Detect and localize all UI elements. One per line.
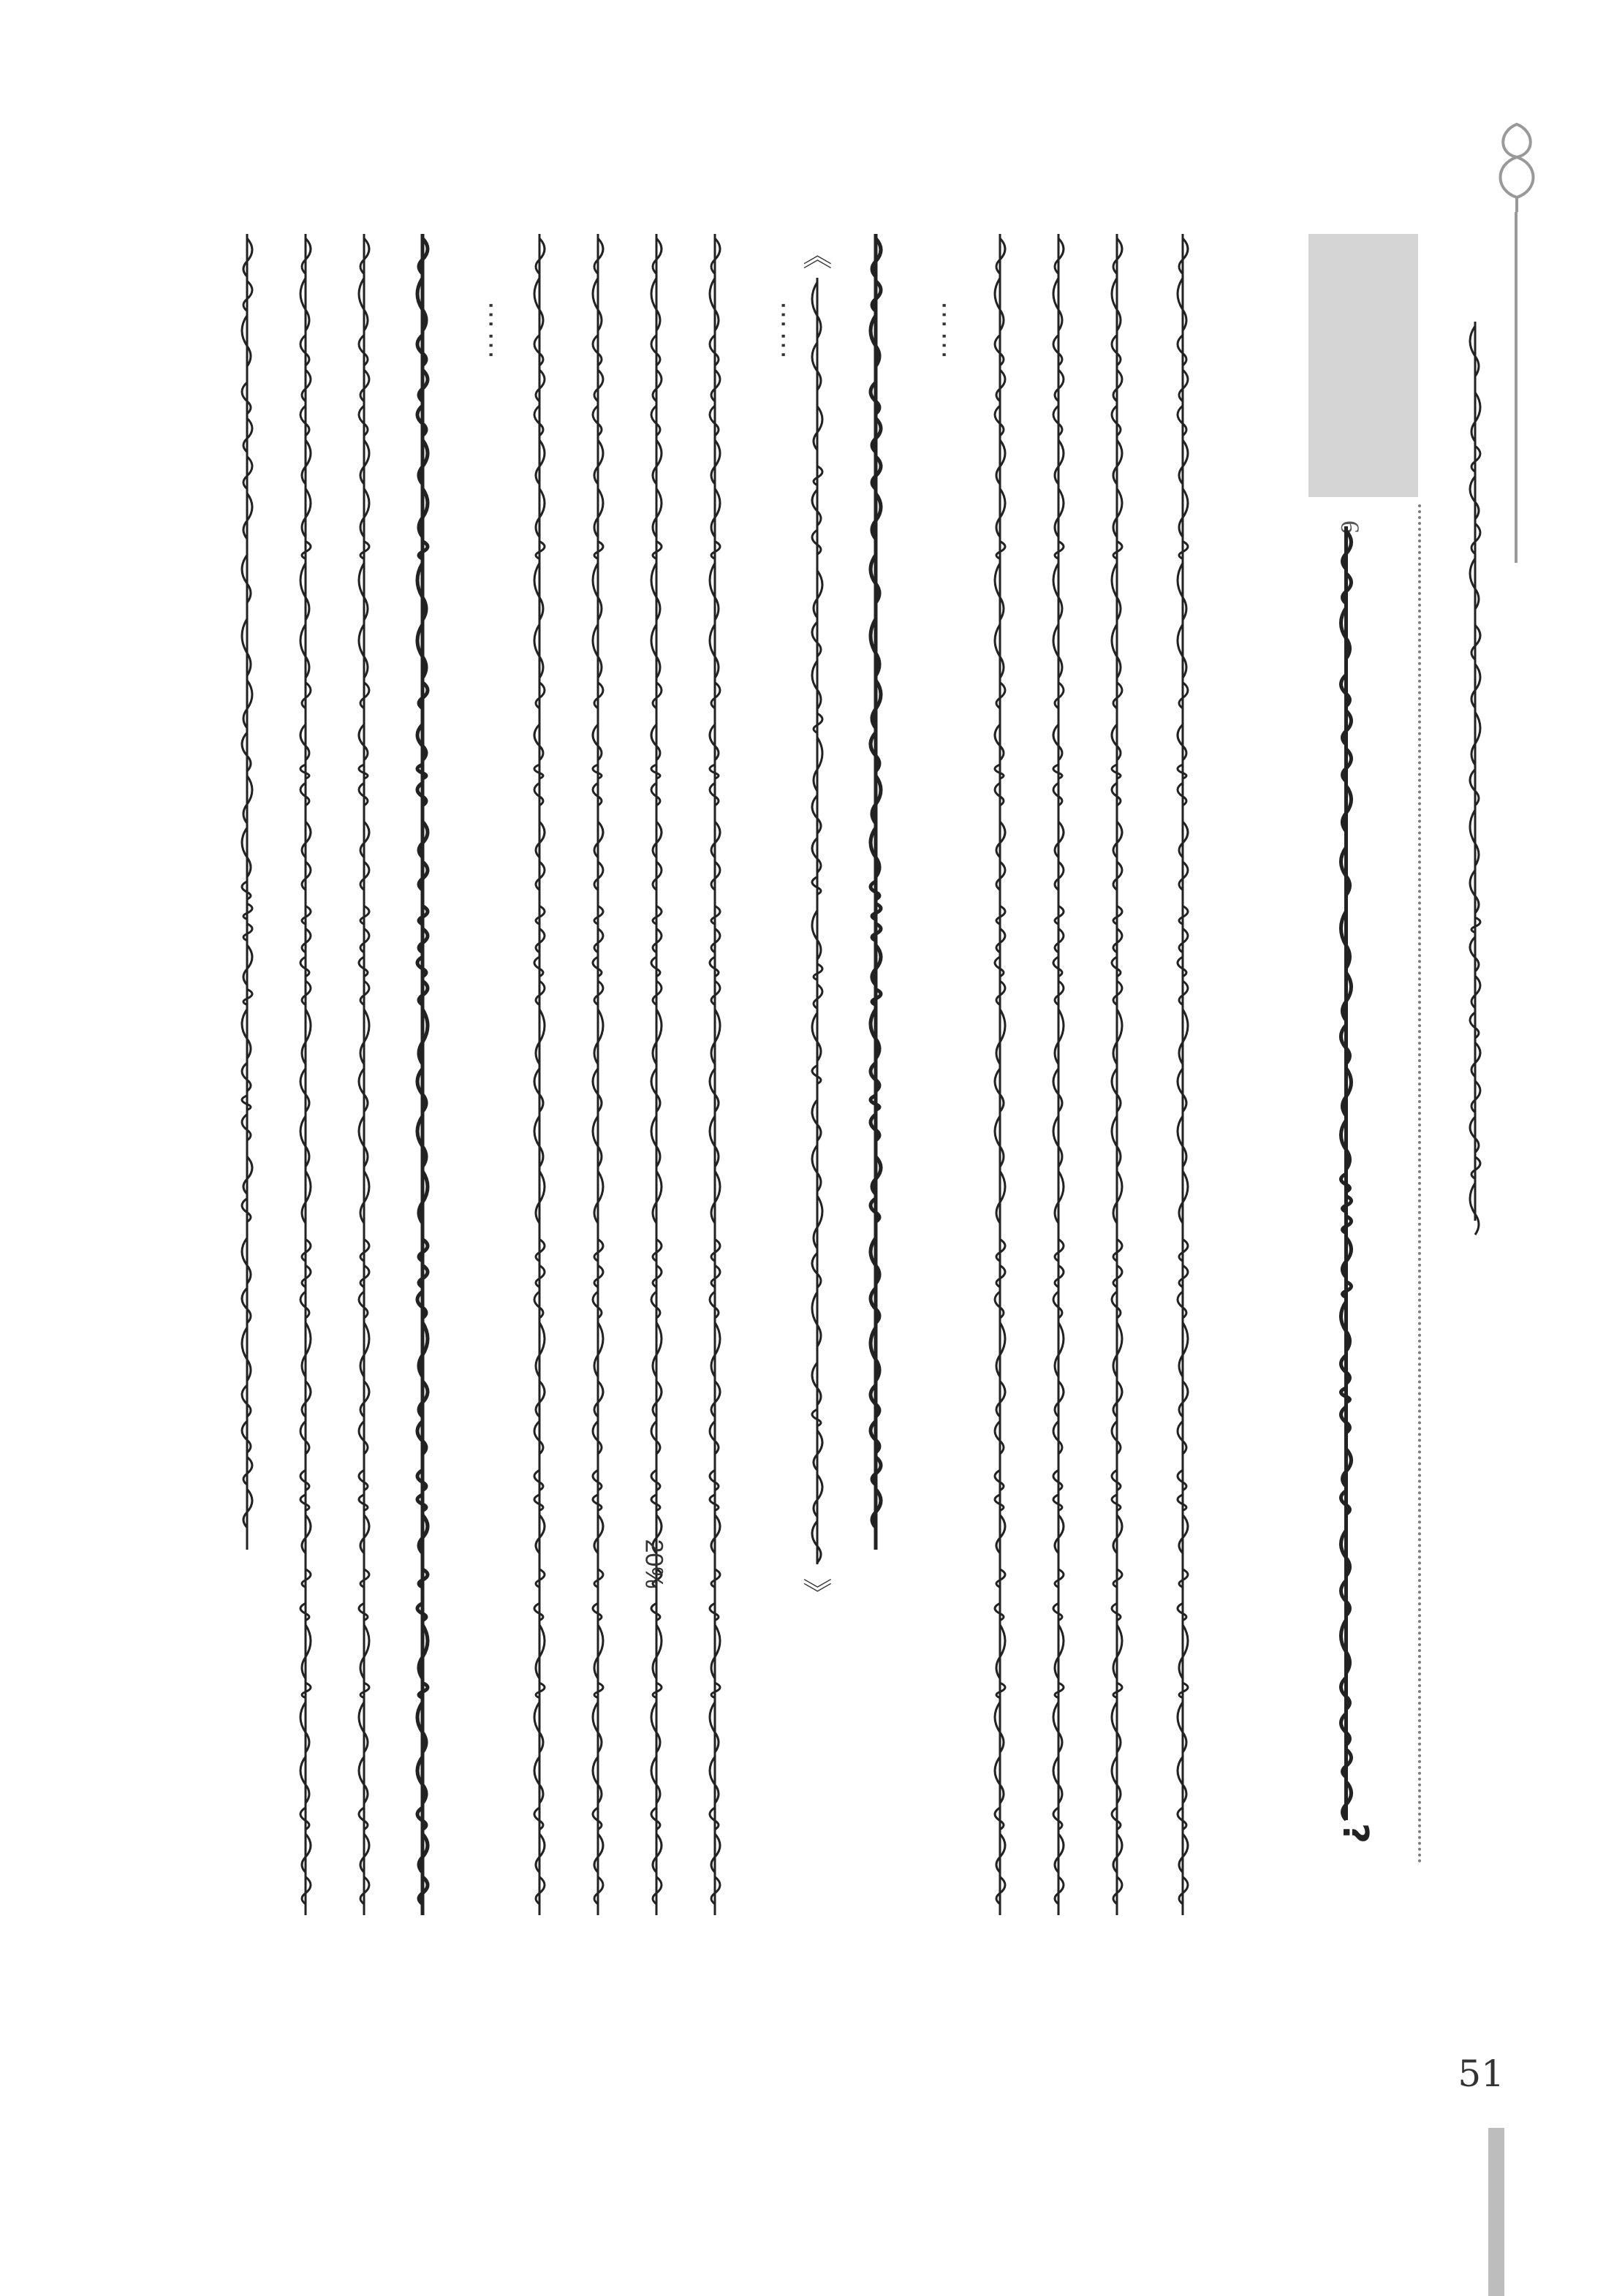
page-edge-bar bbox=[1488, 2128, 1504, 2296]
text-column bbox=[526, 234, 556, 1915]
running-header bbox=[1462, 322, 1491, 1221]
text-column bbox=[804, 278, 833, 1564]
quote-open: 《 bbox=[799, 240, 833, 270]
percentage-value: 20% bbox=[640, 1539, 668, 1589]
page-number: 51 bbox=[1458, 2053, 1504, 2095]
text-column bbox=[234, 234, 263, 1550]
text-column bbox=[292, 234, 322, 1915]
quote-close: 》 bbox=[799, 1577, 833, 1607]
ellipsis-2: …… bbox=[775, 300, 808, 362]
header-rule bbox=[1515, 212, 1518, 563]
text-column bbox=[863, 234, 892, 1550]
text-column bbox=[409, 234, 439, 1915]
text-column bbox=[585, 234, 614, 1915]
text-column bbox=[1045, 234, 1075, 1915]
text-column bbox=[987, 234, 1016, 1915]
text-column bbox=[1104, 234, 1133, 1915]
heading-number-box bbox=[1308, 234, 1418, 497]
text-column bbox=[643, 234, 672, 1915]
heading-title bbox=[1323, 526, 1374, 1820]
header-ornament bbox=[1484, 124, 1550, 212]
text-column bbox=[351, 234, 380, 1915]
heading-number: 6 bbox=[1335, 520, 1365, 534]
text-column bbox=[1170, 234, 1199, 1915]
ellipsis-3: …… bbox=[482, 300, 515, 362]
ellipsis-1: …… bbox=[936, 300, 969, 362]
text-column bbox=[702, 234, 731, 1915]
heading-rule bbox=[1418, 504, 1421, 1864]
heading-question-mark: ? bbox=[1334, 1823, 1376, 1844]
